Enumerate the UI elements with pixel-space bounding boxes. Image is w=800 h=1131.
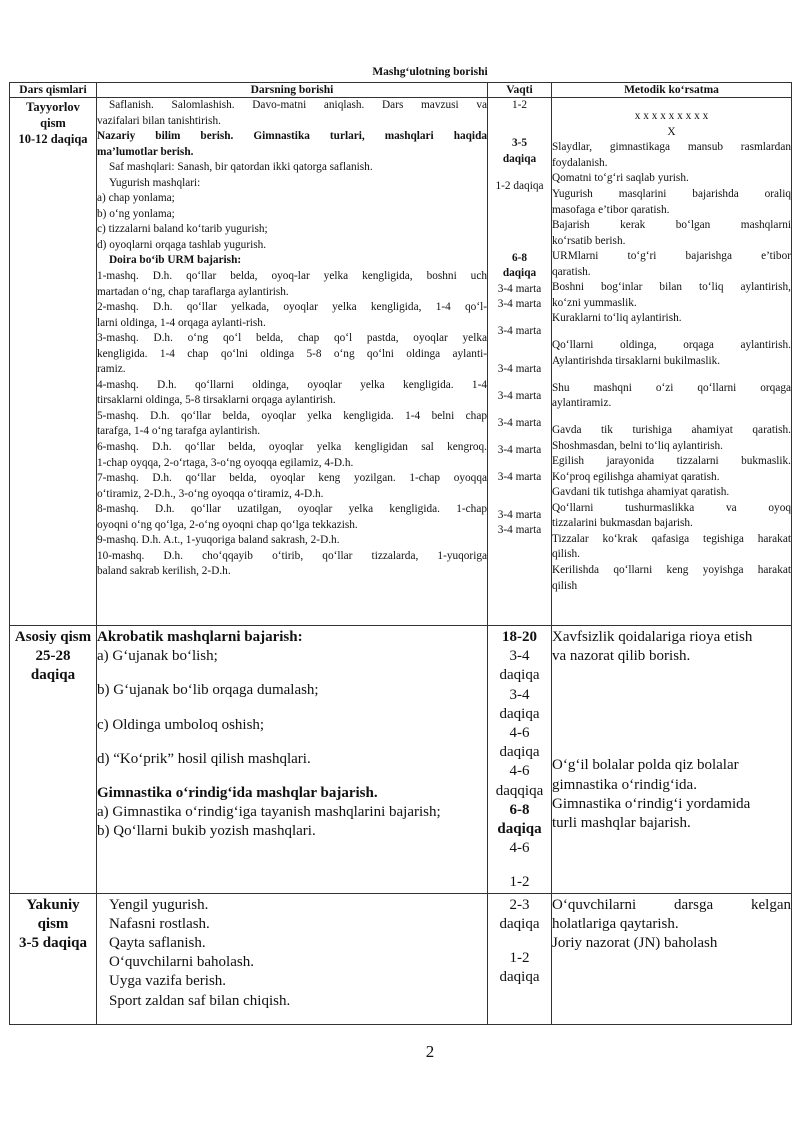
text-line: ma’lumotlar berish. [97, 145, 194, 158]
text-line: 18-20 [502, 629, 537, 645]
text-line [97, 591, 487, 602]
header-methodical-notes: Metodik ko‘rsatma [552, 83, 792, 98]
text-line: b) G‘ujanak bo‘lib orqaga dumalash; [97, 682, 319, 699]
section-label-line: qism [40, 116, 66, 130]
text-line: 1-2 [509, 874, 530, 891]
text-line: kengligida. 1-4 chap qo‘lni oldinga 5-8 o‘ng qo‘lni oldinga aylanti- [97, 347, 487, 360]
text-line [488, 405, 551, 416]
text-line: URMlarni to‘g‘ri bajarishga e’tibor [552, 250, 791, 263]
text-line [552, 327, 791, 338]
text-line: Qomatni to‘g‘ri saqlab yurish. [552, 172, 689, 185]
text-line: 3-4 marta [497, 508, 542, 521]
text-line: gimnastika o‘rindig‘ida. [552, 776, 697, 793]
text-line: 3-4 marta [497, 443, 542, 456]
prep-section-label [10, 98, 97, 626]
text-line: Saf mashqlari: Sanash, bir qatordan ikki qatorga saflanish. [109, 161, 373, 174]
text-line: Yugurish mashqlari: [109, 176, 201, 189]
text-line: Tizzalar ko‘krak qafasiga tegishiga harakat [552, 532, 791, 545]
text-line: 1-mashq. D.h. qo‘llar belda, oyoq-lar yelka kengligida, boshni uch [97, 270, 487, 283]
text-line: va nazorat qilib borish. [552, 648, 691, 665]
section-label-line: Yakuniy [26, 896, 80, 913]
text-line [97, 769, 487, 784]
text-line [488, 194, 551, 205]
text-line [552, 696, 791, 711]
text-line: o‘tiramiz, 2-D.h., 3-o‘ng oyoqqa o‘tiramiz, 4-D.h. [97, 487, 324, 500]
prep-section-time [488, 98, 552, 626]
text-line: 1-2 [509, 950, 530, 967]
text-line: Aylantirishda tirsaklarni bukilmaslik. [552, 354, 721, 367]
text-line: daqiqa [502, 152, 537, 165]
text-line: Doira bo‘ib URM bajarish: [109, 254, 242, 267]
text-line: turli mashqlar bajarish. [552, 815, 691, 832]
text-line: tizzalarini bukmasdan bajarish. [552, 517, 693, 530]
text-line: Egilish jarayonida tizzalarni bukmaslik. [552, 455, 791, 468]
text-line: c) tizzalarni baland ko‘tarib yugurish; [97, 223, 268, 236]
text-line: daqiqa [499, 667, 540, 684]
text-line: 6-mashq. D.h. qo‘llar belda, oyoqlar yelka kengligidan sal kengroq. [97, 441, 487, 454]
header-row [10, 83, 792, 98]
text-line: c) Oldinga umboloq oshish; [97, 716, 265, 733]
text-line: 1-chap oyqqa, 2-o‘rtaga, 3-o‘ng oyoqqa egilamiz, 4-D.h. [97, 456, 354, 469]
text-line [488, 351, 551, 362]
text-line [552, 833, 791, 848]
text-line: Gimnastika o‘rindig‘ida mashqlar bajarish. [97, 785, 378, 802]
text-line: 6-8 [511, 251, 528, 264]
text-line: 1-2 daqiqa [495, 179, 544, 192]
text-line: 3-mashq. D.h. o‘ng qo‘l belda, chap qo‘l pastda, oyoqlar yelka [97, 332, 487, 345]
main-section-label [10, 626, 97, 894]
text-line [488, 431, 551, 442]
main-section-row [10, 626, 792, 894]
text-line [552, 983, 791, 998]
text-line: 3-4 marta [497, 325, 542, 338]
text-line: 1-2 [511, 99, 528, 111]
text-line: daqqiqa [495, 782, 544, 799]
text-line [552, 726, 791, 741]
text-line: O‘quvchilarni baholash. [109, 954, 254, 971]
text-line: larni oldinga, 1-4 orqaga aylanti-rish. [97, 316, 266, 329]
text-line [488, 205, 551, 216]
text-line [488, 239, 551, 250]
text-line [552, 666, 791, 681]
final-section-time [488, 893, 552, 1024]
text-line: ramiz. [97, 363, 126, 376]
section-label-line: daqiqa [30, 667, 76, 684]
prep-section-content [97, 98, 488, 626]
text-line: Saflanish. Salomlashish. Davo-matni aniqlash. Dars mavzusi va [109, 99, 487, 111]
text-line: 3-4 marta [497, 524, 542, 537]
lesson-plan-table [9, 82, 792, 1025]
text-line: qilish [552, 579, 578, 592]
text-line: Uyga vazifa berish. [109, 973, 227, 990]
text-line: 3-4 [509, 686, 530, 703]
text-line [97, 580, 487, 591]
text-line [552, 968, 791, 983]
text-line: Xavfsizlik qoidalariga rioya etish [552, 629, 753, 645]
text-line: Qayta saflanish. [109, 935, 206, 952]
page-number: 2 [425, 1042, 435, 1061]
text-line: a) G‘ujanak bo‘lish; [97, 648, 218, 665]
text-line: Gimnastika o‘rindig‘i yordamida [552, 795, 751, 812]
text-line: Akrobatik mashqlarni bajarish: [97, 629, 303, 645]
text-line: foydalanish. [552, 156, 608, 169]
text-line: 4-6 [509, 725, 530, 742]
text-line: Yengil yugurish. [109, 896, 209, 913]
text-line: Bajarish kerak bo‘lgan mashqlarni [552, 219, 791, 232]
text-line: ko‘zni yummaslik. [552, 296, 637, 309]
text-line: 3-4 marta [497, 282, 542, 295]
text-line: d) “Ko‘prik” hosil qilish mashqlari. [97, 750, 311, 767]
text-line: Shoshmasdan, belni to‘liq aylantirish. [552, 439, 724, 452]
header-time: Vaqti [488, 83, 552, 98]
text-line: a) chap yonlama; [97, 192, 175, 205]
text-line [488, 228, 551, 239]
text-line [97, 666, 487, 681]
text-line: tarafga, 1-4 o‘ng tarafga aylantirish. [97, 425, 261, 438]
text-line [488, 934, 551, 949]
text-line: 7-mashq. D.h. qo‘llar belda, oyoqlar keng yozilgan. 1-chap oyoqqa [97, 472, 487, 485]
text-line [97, 857, 487, 872]
text-line [488, 485, 551, 496]
text-line [488, 340, 551, 351]
text-line: O‘g‘il bolalar polda qiz bolalar [552, 757, 739, 774]
text-line [552, 369, 791, 380]
text-line [488, 378, 551, 389]
text-line: 10-mashq. D.h. cho‘qqayib o‘tirib, qo‘llar tizzalarda, 1-yuqoriga [97, 549, 487, 562]
text-line: daqiqa [499, 744, 540, 761]
text-line: Ko‘proq egilishga ahamiyat qaratish. [552, 470, 720, 483]
text-line: Joriy nazorat (JN) baholash [552, 935, 718, 952]
text-line [552, 412, 791, 423]
text-line: holatlariga qaytarish. [552, 915, 679, 932]
text-line: X [667, 125, 676, 138]
section-label-line: 25-28 [35, 648, 71, 665]
text-line: Qo‘llarni oldinga, orqaga aylantirish. [552, 339, 791, 352]
text-line: 5-mashq. D.h. qo‘llar belda, oyoqlar yelka kengligida. 1-4 belni chap [97, 409, 487, 422]
text-line: qilish. [552, 548, 580, 561]
text-line [488, 987, 551, 1002]
text-line: O‘quvchilarni darsga kelgan [552, 896, 791, 913]
text-line: daqiqa [499, 969, 540, 986]
text-line: a) Gimnastika o‘rindig‘iga tayanish mashqlarini bajarish; [97, 804, 441, 821]
section-label-line: qism [37, 915, 69, 932]
text-line [488, 167, 551, 178]
text-line: Qo‘llarni tushurmaslikka va oyoq [552, 501, 791, 514]
main-section-time [488, 626, 552, 894]
text-line [552, 741, 791, 756]
final-section-content [97, 893, 488, 1024]
text-line [97, 842, 487, 857]
text-line: 4-6 [509, 763, 530, 780]
section-label-line: 10-12 daqiqa [18, 132, 88, 146]
text-line [97, 735, 487, 750]
text-line: 4-mashq. D.h. qo‘llarni oldinga, oyoqlar yelka kengligida. 1-4 [97, 378, 487, 391]
text-line: tirsaklarni oldinga, 5-8 tirsaklarni orqaga aylantirish. [97, 394, 336, 407]
text-line [552, 711, 791, 726]
text-line: 9-mashq. D.h. A.t., 1-yuqoriga baland sakrash, 2-D.h. [97, 534, 340, 547]
text-line: 3-4 marta [497, 363, 542, 376]
text-line: x x x x x x x x x [634, 110, 709, 123]
text-line: martadan o‘ng, chap taraflarga aylantirish. [97, 285, 289, 298]
text-line: 3-4 marta [497, 298, 542, 311]
section-label-line: Tayyorlov [26, 100, 80, 114]
prep-section-row [10, 98, 792, 626]
text-line: 3-4 marta [497, 470, 542, 483]
text-line [488, 458, 551, 469]
text-line [488, 125, 551, 136]
text-line: daqiqa [502, 267, 537, 280]
table-caption: Mashg‘ulotning borishi [372, 66, 488, 78]
text-line [488, 114, 551, 125]
text-line: b) Qo‘llarni bukib yozish mashqlari. [97, 823, 316, 840]
text-line: Kerilishda qo‘llarni keng yoyishga harakat [552, 563, 791, 576]
text-line: 4-6 [509, 840, 530, 857]
text-line: 3-4 [509, 648, 530, 665]
text-line: daqiqa [499, 705, 540, 722]
text-line [488, 313, 551, 324]
text-line: Kuraklarni to‘liq aylantirish. [552, 312, 682, 325]
text-line: oyoqni o‘ng qo‘lga, 2-o‘ng oyoqni chap qo‘lga tekkazish. [97, 518, 358, 531]
text-line: daqiqa [499, 915, 540, 932]
text-line [488, 858, 551, 873]
text-line: 3-4 marta [497, 390, 542, 403]
final-section-notes [552, 893, 792, 1024]
text-line: 3-5 [511, 137, 528, 150]
prep-section-notes [552, 98, 792, 626]
section-label-line: 3-5 daqiqa [19, 935, 87, 952]
text-line: Shu mashqni o‘zi qo‘llarni orqaga [552, 381, 791, 394]
text-line: Yugurish masqlarini bajarishda oraliq [552, 188, 791, 201]
header-lesson-parts: Dars qismlari [10, 83, 97, 98]
text-line: Nafasni rostlash. [109, 915, 210, 932]
text-line: 8-mashq. D.h. qo‘llar uzatilgan, oyoqlar yelka kengligida. 1-chap [97, 503, 487, 516]
text-line [97, 701, 487, 716]
text-line [552, 681, 791, 696]
text-line: qaratish. [552, 265, 591, 278]
text-line: Boshni bog‘inlar bilan to‘liq aylantirish, [552, 281, 791, 294]
main-section-notes [552, 626, 792, 894]
text-line [488, 496, 551, 507]
text-line [488, 217, 551, 228]
header-lesson-progress: Darsning borishi [97, 83, 488, 98]
text-line: 2-mashq. D.h. qo‘llar yelkada, oyoqlar yelka kengligida, 1-4 qo‘l- [97, 301, 487, 314]
text-line: masofaga e’tibor qaratish. [552, 203, 670, 216]
text-line [552, 98, 791, 109]
text-line: aylantiramiz. [552, 397, 612, 410]
text-line: Nazariy bilim berish. Gimnastika turlari, mashqlari haqida [97, 130, 487, 143]
final-section-row [10, 893, 792, 1024]
text-line: Gavdani tik tutishga ahamiyat qaratish. [552, 486, 730, 499]
text-line [552, 953, 791, 968]
text-line: daqiqa [497, 821, 542, 838]
text-line: Sport zaldan saf bilan chiqish. [109, 992, 291, 1009]
text-line: ko‘rsatib berish. [552, 234, 626, 247]
text-line: Gavda tik turishiga ahamiyat qaratish. [552, 424, 791, 437]
section-label-line: Asosiy qism [14, 629, 92, 645]
text-line: 6-8 [509, 801, 530, 818]
text-line: 3-4 marta [497, 416, 542, 429]
final-section-label [10, 893, 97, 1024]
text-line: baland sakrab kerilish, 2-D.h. [97, 565, 231, 578]
text-line: 2-3 [509, 896, 530, 913]
text-line: Slaydlar, gimnastikaga mansub rasmlardan [552, 141, 791, 154]
text-line: vazifalari bilan tanishtirish. [97, 114, 221, 127]
text-line [552, 848, 791, 863]
text-line: d) oyoqlarni orqaga tashlab yugurish. [97, 238, 267, 251]
text-line: b) o‘ng yonlama; [97, 207, 175, 220]
main-section-content [97, 626, 488, 894]
